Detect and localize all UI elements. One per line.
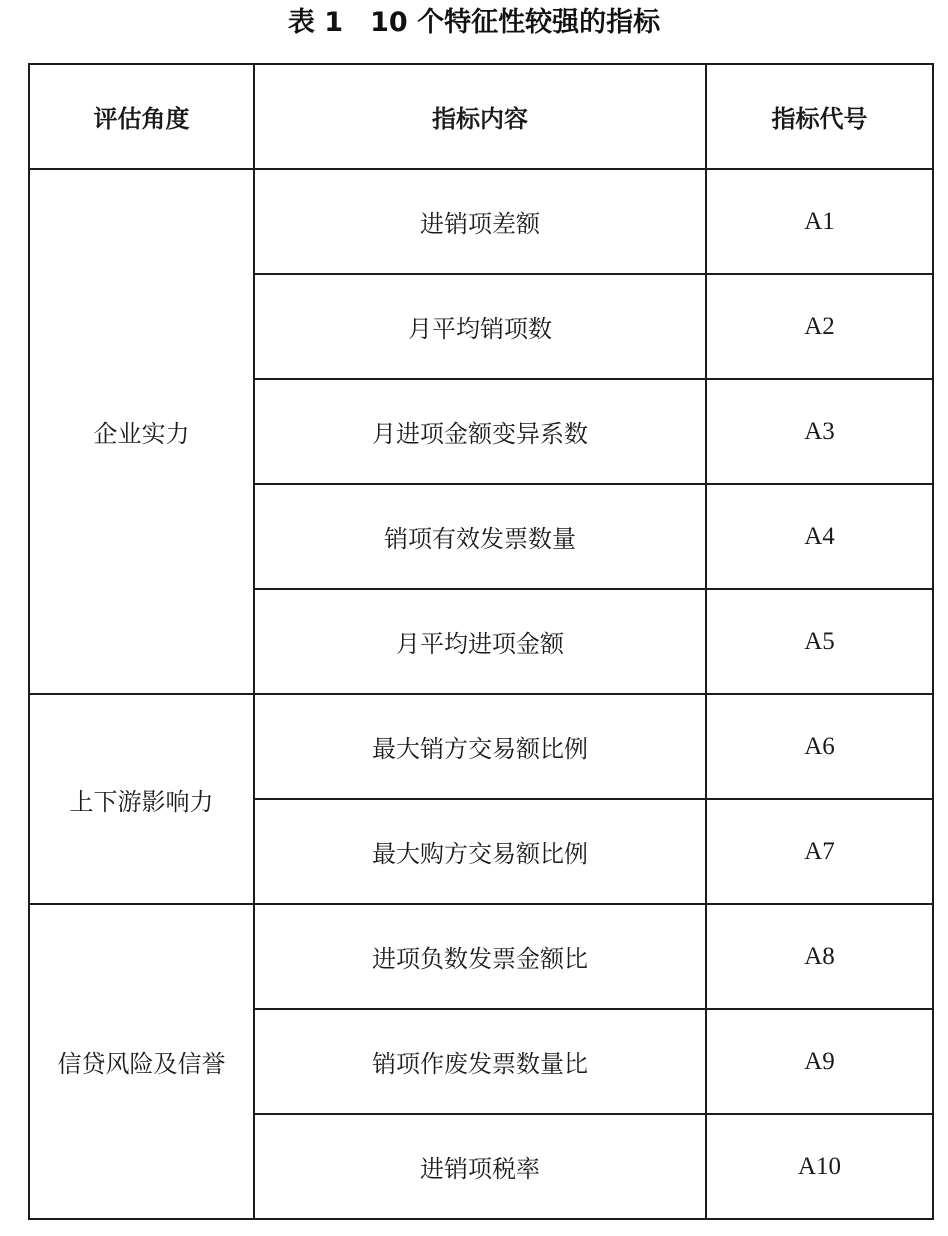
content-cell: 月平均销项数 [254, 274, 706, 379]
table-caption: 表 1 10 个特征性较强的指标 [287, 7, 661, 38]
content-cell: 最大销方交易额比例 [254, 694, 706, 799]
table-row [29, 169, 933, 274]
content-cell: 月进项金额变异系数 [254, 379, 706, 484]
code-cell: A10 [706, 1114, 933, 1219]
angle-cell: 信贷风险及信誉 [29, 904, 254, 1219]
table-row [29, 694, 933, 799]
content-cell: 销项作废发票数量比 [254, 1009, 706, 1114]
code-cell: A3 [706, 379, 933, 484]
content-cell: 进项负数发票金额比 [254, 904, 706, 1009]
angle-cell: 企业实力 [29, 169, 254, 694]
content-cell: 进销项差额 [254, 169, 706, 274]
content-cell: 进销项税率 [254, 1114, 706, 1219]
table-row [29, 904, 933, 1009]
code-cell: A5 [706, 589, 933, 694]
header-code: 指标代号 [706, 64, 933, 169]
code-cell: A7 [706, 799, 933, 904]
code-cell: A9 [706, 1009, 933, 1114]
indicator-table [28, 63, 934, 1220]
content-cell: 最大购方交易额比例 [254, 799, 706, 904]
code-cell: A2 [706, 274, 933, 379]
code-cell: A4 [706, 484, 933, 589]
code-cell: A8 [706, 904, 933, 1009]
code-cell: A1 [706, 169, 933, 274]
content-cell: 月平均进项金额 [254, 589, 706, 694]
header-row [29, 64, 933, 169]
header-angle: 评估角度 [29, 64, 254, 169]
angle-cell: 上下游影响力 [29, 694, 254, 904]
content-cell: 销项有效发票数量 [254, 484, 706, 589]
code-cell: A6 [706, 694, 933, 799]
header-content: 指标内容 [254, 64, 706, 169]
